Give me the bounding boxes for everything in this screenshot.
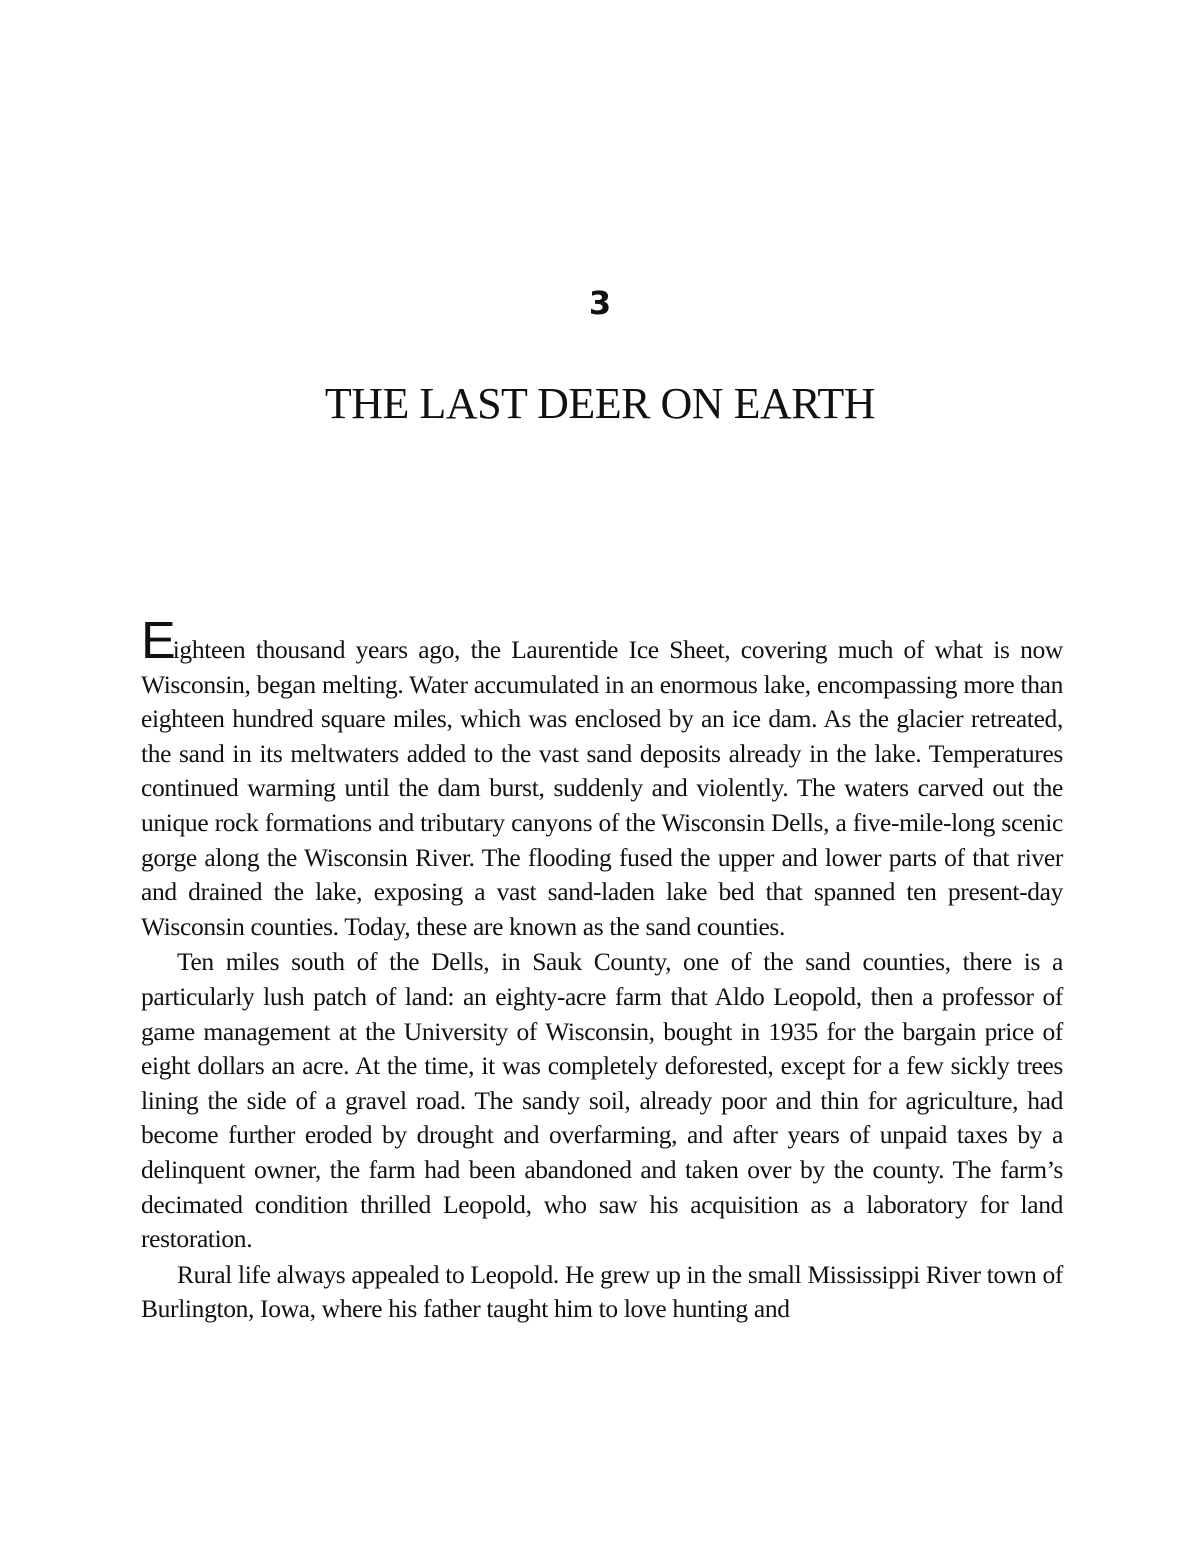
paragraph-2: Ten miles south of the Dells, in Sauk County, one of the sand counties, there is a particularly lush patch of land: an eighty-acre farm that Aldo Leopold, then a professor of game management at the University of Wisconsin, bought in 1935 for the bargain price of eight dollars an acre. At the time, it was completely deforested, except for a few sickly trees lining the side of a gravel road. The sandy soil, already poor and thin for agriculture, had become further eroded by drought and overfarming, and after years of unpaid taxes by a delinquent owner, the farm had been abandoned and taken over by the county. The farm’s decimated condition thrilled Leopold, who saw his acquisition as a laboratory for land restoration. — [141, 947, 1063, 1254]
chapter-title: THE LAST DEER ON EARTH — [324, 379, 876, 428]
drop-cap: E — [141, 612, 173, 670]
paragraph-3: Rural life always appealed to Leopold. He grew up in the small Mississippi River town of Burlington, Iowa, where his father taught him to love hunting and — [141, 1259, 1063, 1324]
chapter-number: 3 — [588, 284, 612, 322]
paragraph-1 — [141, 612, 1063, 944]
paragraph-1-text: ighteen thousand years ago, the Laurentide Ice Sheet, covering much of what is now Wisconsin, began melting. Water accumulated in an enormous lake, encompassing more than eighteen hundred square miles, which was enclosed by an ice dam. As the glacier retreated, the sand in its meltwaters added to the vast sand deposits already in the lake. Temperatures continued warming until the dam burst, suddenly and violently. The waters carved out the unique rock formations and tributary canyons of the Wisconsin Dells, a five-mile-long scenic gorge along the Wisconsin River. The flooding fused the upper and lower parts of that river and drained the lake, exposing a vast sand-laden lake bed that spanned ten present-day Wisconsin counties. Today, these are known as the sand counties. — [141, 635, 1063, 941]
page-bottom-margin — [0, 1402, 1200, 1553]
chapter-body — [141, 612, 1063, 1328]
